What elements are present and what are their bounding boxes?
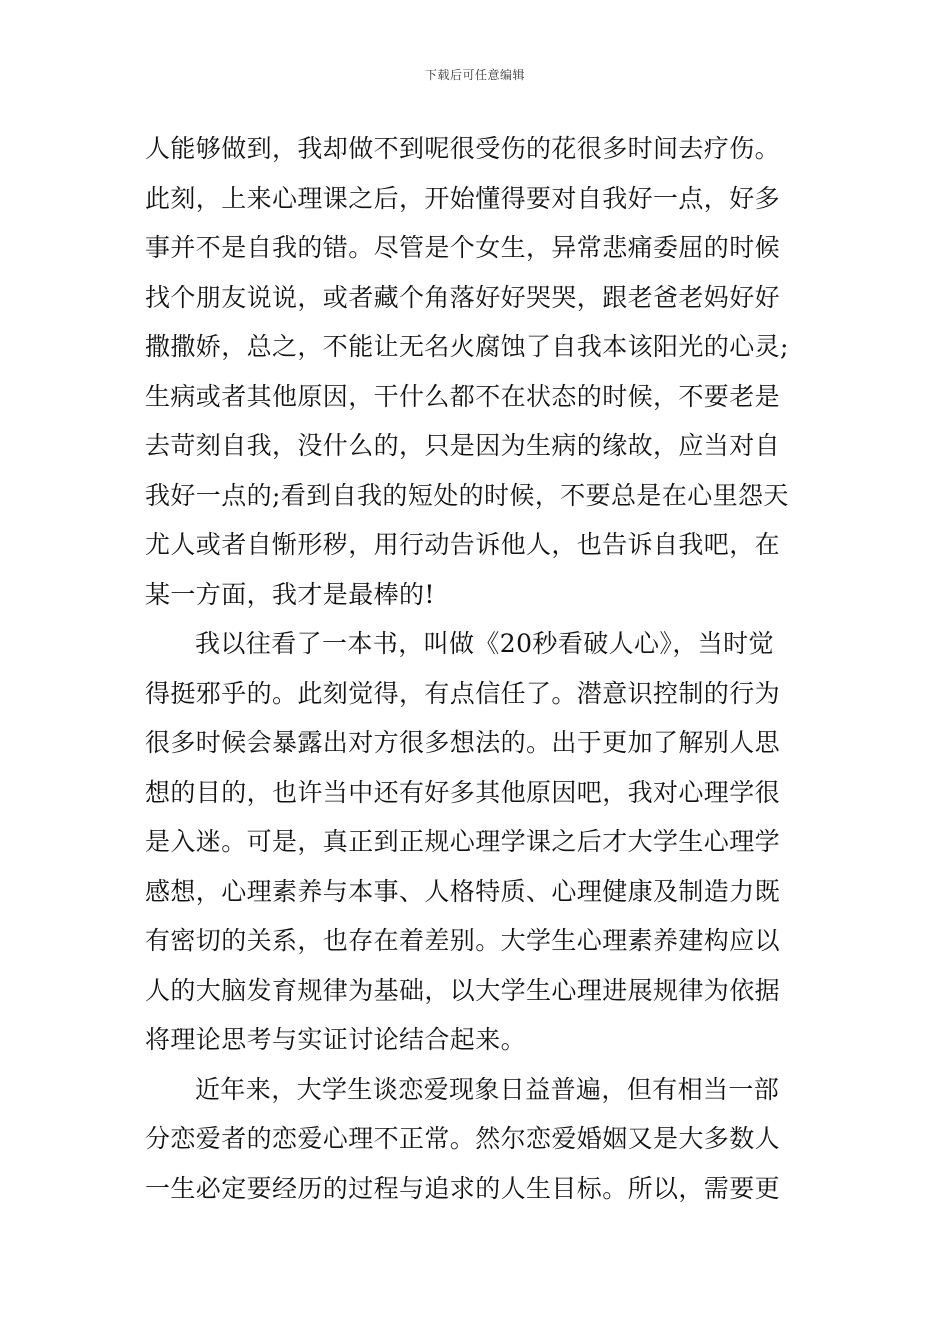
text-line: 得挺邪乎的。此刻觉得，有点信任了。潜意识控制的行为 (145, 678, 781, 708)
text-line: 尤人或者自惭形秽，用行动告诉他人，也告诉自我吧，在 (145, 530, 781, 559)
text-line: 某一方面，我才是最棒的! (145, 579, 435, 609)
text-line: 将理论思考与实证讨论结合起来。 (145, 1025, 527, 1054)
text-line: 近年来，大学生谈恋爱现象日益普遍，但有相当一部 (195, 1074, 780, 1104)
text-line: 事并不是自我的错。尽管是个女生，异常悲痛委屈的时候 (145, 233, 781, 262)
text-line: 找个朋友说说，或者藏个角落好好哭哭，跟老爸老妈好好 (145, 282, 781, 312)
text-line: 去苛刻自我，没什么的，只是因为生病的缘故，应当对自 (145, 431, 781, 460)
text-line: 一生必定要经历的过程与追求的人生目标。所以，需要更 (145, 1173, 781, 1203)
page-header: 下载后可任意编辑 (424, 68, 525, 82)
text-line: 我好一点的;看到自我的短处的时候，不要总是在心里怨天 (145, 480, 789, 510)
text-line: 生病或者其他原因，干什么都不在状态的时候，不要老是 (145, 381, 781, 411)
text-line: 感想，心理素养与本事、人格特质、心理健康及制造力既 (145, 876, 781, 906)
text-line: 撒撒娇，总之，不能让无名火腐蚀了自我本该阳光的心灵; (145, 332, 789, 361)
text-line: 是入迷。可是，真正到正规心理学课之后才大学生心理学 (145, 827, 781, 856)
text-line: 人的大脑发育规律为基础，以大学生心理进展规律为依据 (145, 975, 781, 1005)
text-line: 我以往看了一本书，叫做《20秒看破人心》，当时觉 (195, 629, 774, 658)
text-line: 有密切的关系，也存在着差别。大学生心理素养建构应以 (145, 926, 781, 955)
text-line: 人能够做到，我却做不到呢很受伤的花很多时间去疗伤。 (145, 134, 781, 163)
body-text (145, 124, 810, 1213)
text-line: 想的目的，也许当中还有好多其他原因吧，我对心理学很 (145, 777, 781, 807)
text-line: 很多时候会暴露出对方很多想法的。出于更加了解别人思 (145, 728, 781, 757)
text-line: 此刻，上来心理课之后，开始懂得要对自我好一点，好多 (145, 183, 781, 213)
text-line: 分恋爱者的恋爱心理不正常。然尔恋爱婚姻又是大多数人 (145, 1124, 781, 1153)
